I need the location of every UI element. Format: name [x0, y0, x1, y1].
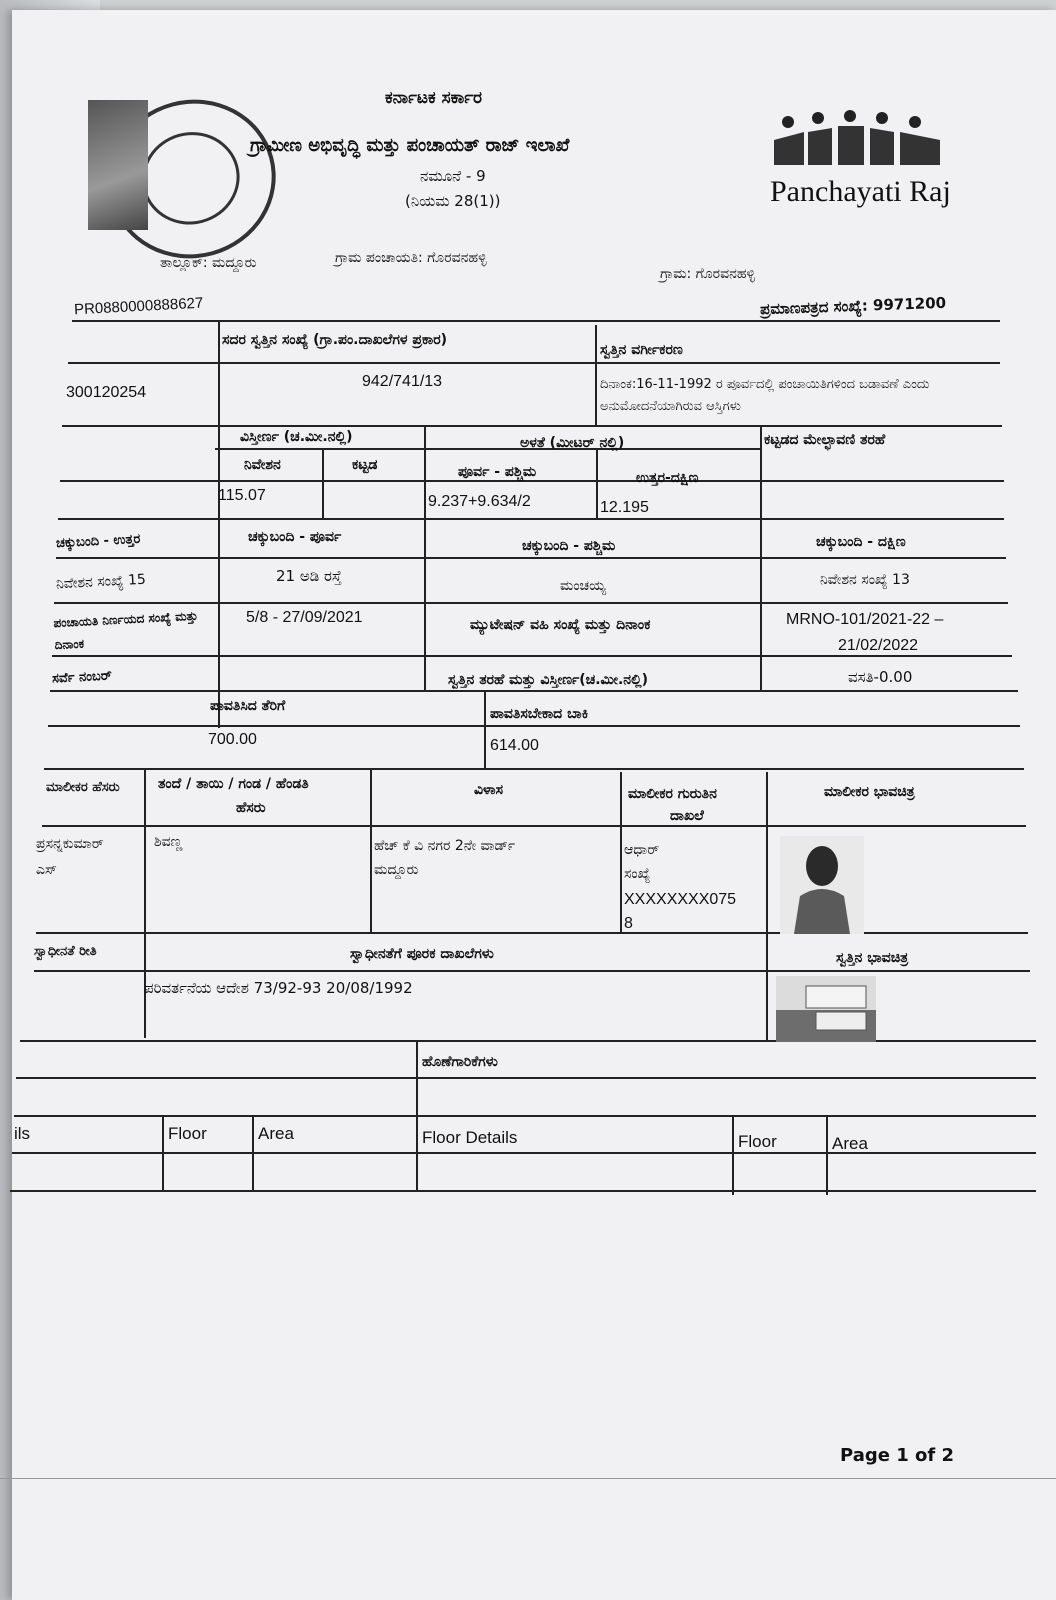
emblem-icon: [88, 100, 148, 230]
page-number: Page 1 of 2: [840, 1445, 954, 1466]
owner-photo-label: ಮಾಲೀಕರ ಭಾವಚಿತ್ರ: [824, 784, 915, 800]
parent-label-2: ಹೆಸರು: [236, 800, 266, 816]
grid-line: [12, 1152, 1036, 1154]
grid-line: [50, 690, 1018, 692]
site-area: 115.07: [218, 487, 266, 504]
property-number: 942/741/13: [362, 373, 443, 390]
east-boundary-label: ಚಕ್ಕುಬಂದಿ - ಪೂರ್ವ: [248, 529, 342, 545]
floor-details-header: Floor Details: [422, 1128, 518, 1147]
classification-value: ದಿನಾಂಕ:16-11-1992 ರ ಪೂರ್ವದಲ್ಲಿ ಪಂಚಾಯಿತಿಗಳಿಂದ ಬಡಾವಣೆ ಎಂದು ಅನುಮೋದನೆಯಾಗಿರುವ ಆಸ್ತಿಗಳು: [600, 377, 930, 414]
grid-line: [424, 425, 426, 690]
grid-line: [62, 425, 1002, 427]
grid-line: [48, 725, 1020, 727]
tax-due-label: ಪಾವತಿಸಬೇಕಾದ ಬಾಕಿ: [490, 706, 589, 722]
address-2: ಮದ್ದೂರು: [374, 862, 419, 878]
south-boundary-label: ಚಕ್ಕುಬಂದಿ - ದಕ್ಷಿಣ: [816, 534, 906, 550]
owner-photo-icon: [780, 836, 864, 934]
area-label: ವಿಸ್ತೀರ್ಣ (ಚ.ಮೀ.ನಲ್ಲಿ): [240, 429, 353, 445]
east-west-value: 9.237+9.634/2: [428, 493, 531, 510]
grid-line: [620, 772, 622, 934]
acquisition-docs-value: ಪರಿವರ್ತನೆಯ ಆದೇಶ 73/92-93 20/08/1992: [144, 979, 413, 997]
site-label: ನಿವೇಶನ: [244, 457, 281, 473]
id-type: ಆಧಾರ್: [624, 842, 660, 858]
grid-line: [252, 1115, 254, 1190]
id-number-cont: 8: [624, 915, 633, 932]
grid-line: [68, 362, 1000, 364]
owner-id-label-2: ದಾಖಲೆ: [670, 808, 704, 824]
grid-line: [370, 768, 372, 934]
east-boundary-value: 21 ಅಡಿ ರಸ್ತೆ: [276, 567, 342, 585]
left-id: 300120254: [66, 384, 147, 401]
address-label: ವಿಳಾಸ: [474, 782, 504, 798]
grid-line: [826, 1115, 828, 1195]
grid-line: [10, 1190, 1036, 1192]
owner-name-label: ಮಾಲೀಕರ ಹೆಸರು: [46, 780, 120, 795]
id-number: XXXXXXXX075: [624, 891, 737, 908]
grid-line: [322, 448, 324, 518]
grid-line: [162, 1115, 164, 1190]
grid-line: [44, 768, 1024, 770]
property-photo-icon: [776, 976, 876, 1042]
owner-name-2: ಎಸ್: [36, 862, 57, 878]
north-south-label: ಉತ್ತರ-ದಕ್ಷಿಣ: [636, 470, 699, 486]
owner-name-1: ಪ್ರಸನ್ನಕುಮಾರ್: [36, 836, 104, 852]
south-boundary-value: ನಿವೇಶನ ಸಂಖ್ಯೆ 13: [820, 572, 910, 588]
taluk: ತಾಲ್ಲೂಕ್: ಮದ್ದೂರು: [160, 255, 257, 271]
tax-paid: 700.00: [208, 731, 257, 748]
grid-line: [42, 825, 1026, 827]
tax-due: 614.00: [490, 737, 539, 754]
rule-number: (ನಿಯಮ 28(1)): [405, 192, 501, 210]
floor-header: Floor: [738, 1132, 777, 1151]
east-west-label: ಪೂರ್ವ - ಪಶ್ಚಿಮ: [458, 464, 537, 480]
resolution-value: 5/8 - 27/09/2021: [246, 609, 363, 626]
west-boundary-label: ಚಕ್ಕುಬಂದಿ - ಪಶ್ಚಿಮ: [522, 538, 616, 554]
type-area-value: ವಸತಿ-0.00: [848, 668, 913, 686]
grid-line: [732, 1115, 734, 1195]
floor-header-left: Floor: [168, 1124, 207, 1143]
property-id: PR0880000888627: [73, 294, 204, 319]
type-area-label: ಸ್ವತ್ತಿನ ತರಹೆ ಮತ್ತು ವಿಸ್ತೀರ್ಣ(ಚ.ಮೀ.ನಲ್ಲಿ): [448, 672, 649, 688]
north-south-value: 12.195: [600, 499, 649, 516]
parent-label: ತಂದೆ / ತಾಯಿ / ಗಂಡ / ಹೆಂಡತಿ: [158, 776, 309, 792]
grid-line: [484, 690, 486, 768]
liabilities-label: ಹೊಣೆಗಾರಿಕೆಗಳು: [422, 1054, 498, 1070]
grid-line: [766, 772, 768, 1042]
village: ಗ್ರಾಮ: ಗೊರವನಹಳ್ಳಿ: [660, 266, 756, 282]
parent-name: ಶಿವಣ್ಣ: [154, 834, 183, 850]
grid-line: [14, 1115, 1036, 1117]
logo-text: Panchayati Raj: [770, 175, 951, 208]
grid-line: [72, 320, 1000, 322]
acquisition-mode-label: ಸ್ವಾಧೀನತೆ ರೀತಿ: [34, 944, 97, 959]
property-photo-label: ಸ್ವತ್ತಿನ ಭಾವಚಿತ್ರ: [836, 950, 909, 966]
page-fold-line: [0, 1478, 1056, 1479]
building-label: ಕಟ್ಟಡ: [352, 457, 378, 473]
mutation-value-1: MRNO-101/2021-22 –: [786, 611, 944, 628]
area-header: Area: [832, 1134, 868, 1153]
grid-line: [760, 425, 762, 690]
north-boundary-value: ನಿವೇಶನ ಸಂಖ್ಯೆ 15: [55, 571, 147, 593]
id-number-label: ಸಂಖ್ಯೆ: [624, 866, 651, 882]
grid-line: [36, 932, 1028, 934]
grid-line: [20, 1040, 1036, 1042]
area-header-left: Area: [258, 1124, 294, 1143]
acquisition-docs-label: ಸ್ವಾಧೀನತೆಗೆ ಪೂರಕ ದಾಖಲೆಗಳು: [350, 946, 494, 962]
grid-line: [595, 325, 597, 425]
mutation-value-2: 21/02/2022: [838, 637, 919, 654]
gram-panchayat: ಗ್ರಾಮ ಪಂಚಾಯತಿ: ಗೊರವನಹಳ್ಳಿ: [335, 250, 487, 266]
grid-line: [596, 448, 598, 518]
grid-line: [34, 970, 1030, 972]
grid-line: [218, 320, 220, 728]
certificate-number: ಪ್ರಮಾಣಪತ್ರದ ಸಂಖ್ಯೆ: 9971200: [759, 293, 947, 319]
resolution-label: ಪಂಚಾಯತಿ ನಿರ್ಣಯದ ಸಂಖ್ಯೆ ಮತ್ತು ದಿನಾಂಕ: [53, 608, 199, 653]
mutation-label: ಮ್ಯುಟೇಷನ್ ವಹಿ ಸಂಖ್ಯೆ ಮತ್ತು ದಿನಾಂಕ: [470, 617, 651, 633]
survey-number-label: ಸರ್ವೆ ನಂಬರ್: [51, 668, 113, 687]
form-number: ನಮೂನೆ - 9: [420, 167, 486, 185]
dimensions-label: ಅಳತೆ (ಮೀಟರ್ ನಲ್ಲಿ): [520, 435, 625, 451]
roof-type-label: ಕಟ್ಟಡದ ಮೇಲ್ಛಾವಣಿ ತರಹೆ: [764, 432, 886, 448]
grid-line: [416, 1040, 418, 1192]
grid-line: [215, 448, 760, 450]
property-number-label: ಸದರ ಸ್ವತ್ತಿನ ಸಂಖ್ಯೆ (ಗ್ರಾ.ಪಂ.ದಾಖಲೆಗಳ ಪ್ರಕಾರ): [222, 332, 447, 348]
west-boundary-value: ಮಂಚಯ್ಯ: [560, 578, 607, 594]
grid-line: [58, 518, 1004, 520]
govt-title: ಕರ್ನಾಟಕ ಸರ್ಕಾರ: [385, 88, 483, 108]
owner-id-label: ಮಾಲೀಕರ ಗುರುತಿನ: [628, 786, 717, 802]
tax-paid-label: ಪಾವತಿಸಿದ ತೆರಿಗೆ: [210, 698, 286, 714]
floor-details-header-left: ils: [14, 1124, 31, 1143]
dept-title: ಗ್ರಾಮೀಣ ಅಭಿವೃದ್ಧಿ ಮತ್ತು ಪಂಚಾಯತ್ ರಾಜ್ ಇಲಾಖೆ: [250, 135, 570, 156]
address-1: ಹೆಚ್ ಕೆ ವಿ ನಗರ 2ನೇ ವಾರ್ಡ್: [374, 838, 516, 854]
grid-line: [16, 1077, 1036, 1079]
panchayati-raj-logo-icon: [770, 110, 945, 170]
grid-line: [56, 557, 1006, 559]
classification-label: ಸ್ವತ್ತಿನ ವರ್ಗೀಕರಣ: [600, 342, 683, 358]
north-boundary-label: ಚಕ್ಕುಬಂದಿ - ಉತ್ತರ: [55, 531, 141, 552]
